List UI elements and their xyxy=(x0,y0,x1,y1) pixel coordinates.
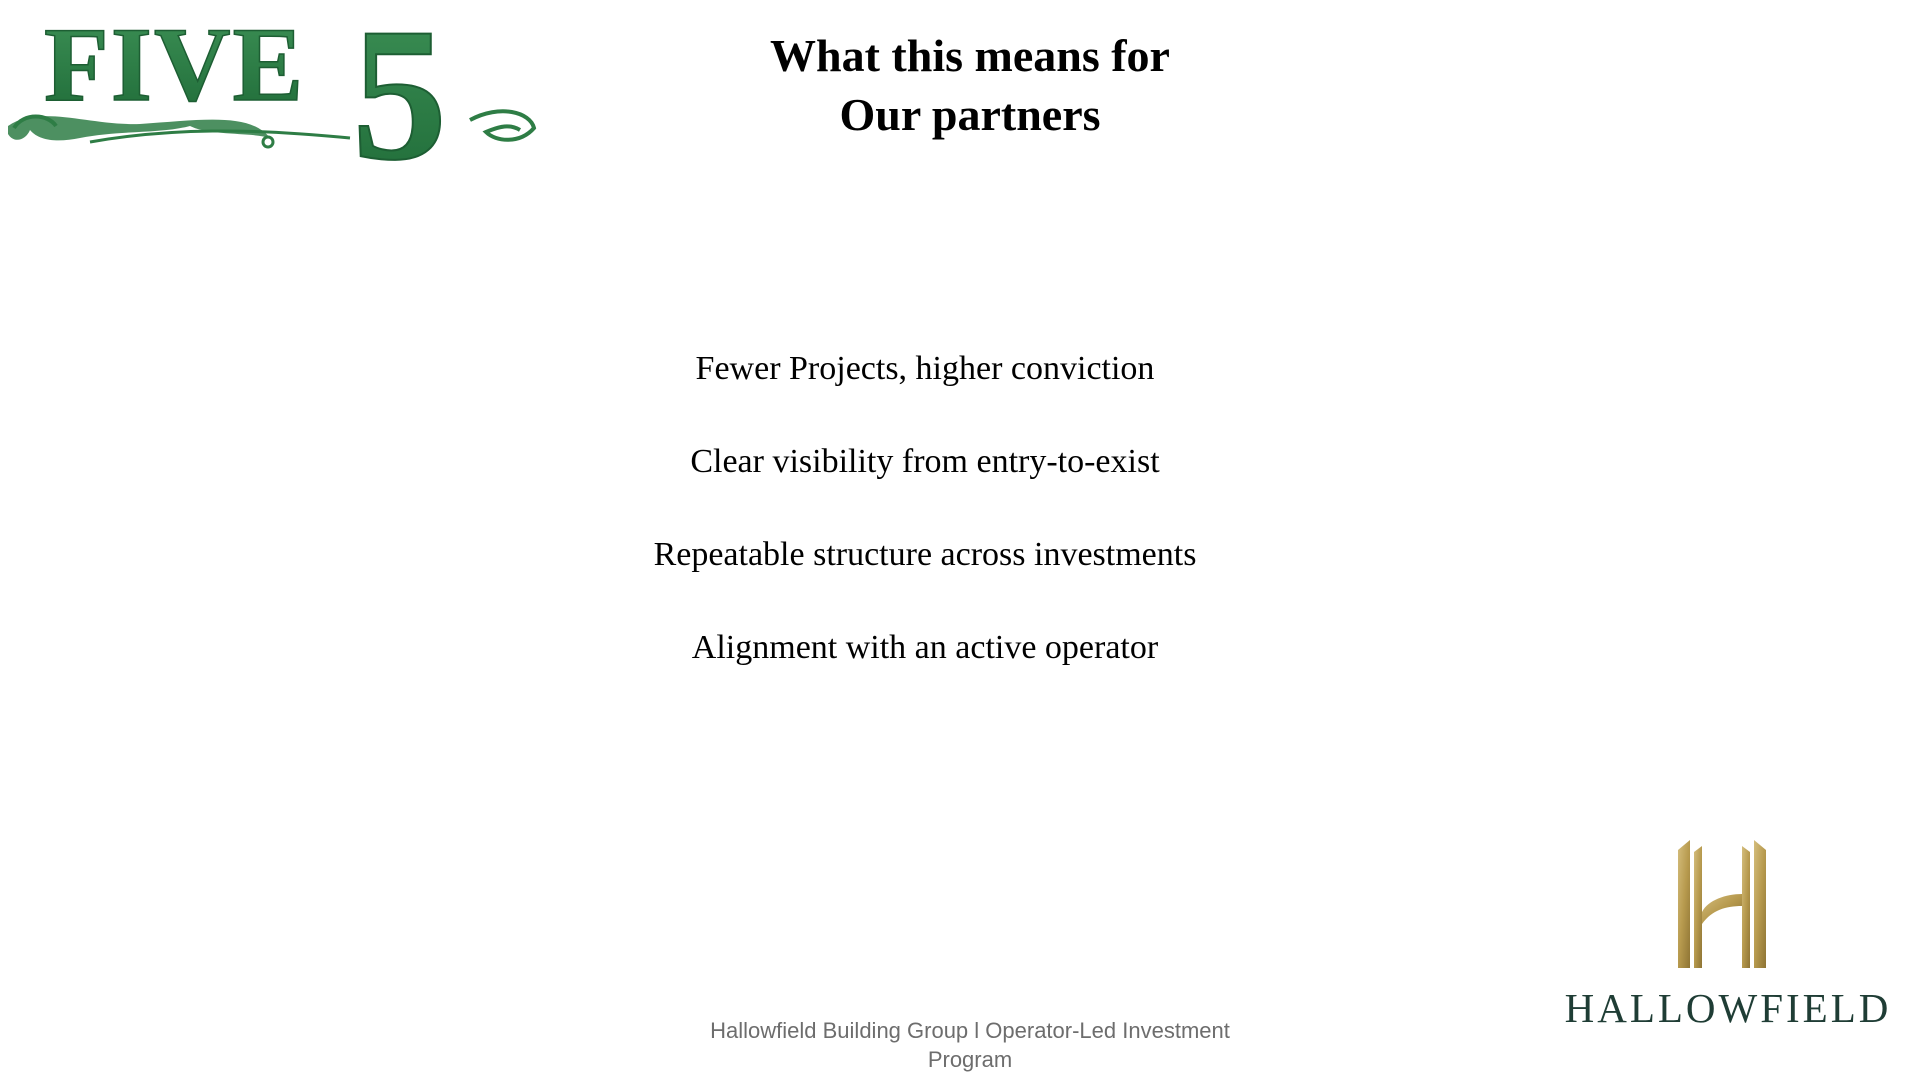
title-line-2: Our partners xyxy=(839,89,1101,140)
svg-text:FIVE: FIVE xyxy=(44,8,306,123)
hallowfield-h-icon xyxy=(1678,840,1766,968)
svg-text:5: 5 xyxy=(352,8,447,168)
slide-title xyxy=(660,26,1280,144)
five5-logo xyxy=(0,8,542,168)
svg-text:HALLOWFIELD: HALLOWFIELD xyxy=(1564,985,1892,1031)
footer-line-1: Hallowfield Building Group l Operator-Led Investment xyxy=(710,1018,1230,1043)
footer xyxy=(640,1016,1300,1074)
bullet-item: Alignment with an active operator xyxy=(691,629,1159,666)
bullet-item: Clear visibility from entry-to-exist xyxy=(690,443,1160,480)
hallowfield-logo xyxy=(1548,836,1908,1036)
title-line-1: What this means for xyxy=(770,30,1170,81)
bullet-item: Repeatable structure across investments xyxy=(653,536,1197,573)
bullet-list xyxy=(560,345,1290,717)
footer-line-2: Program xyxy=(927,1047,1013,1072)
bullet-item: Fewer Projects, higher conviction xyxy=(695,350,1155,387)
